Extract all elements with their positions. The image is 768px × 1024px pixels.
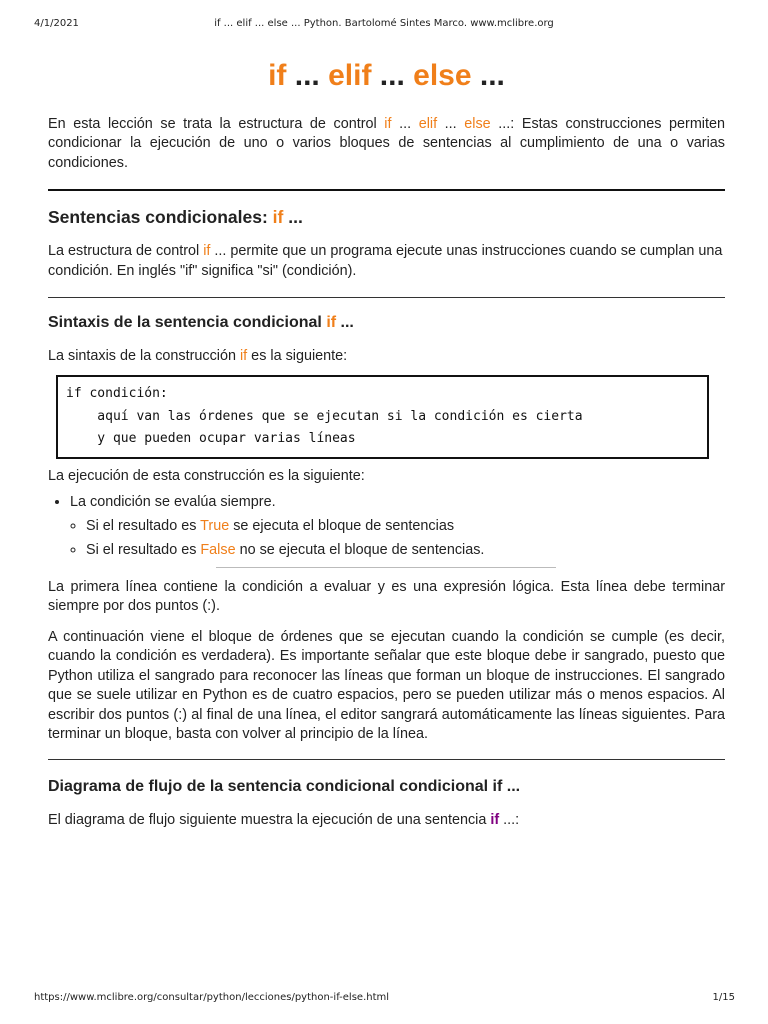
section-divider xyxy=(48,189,725,191)
section1-paragraph: La estructura de control if ... permite que un programa ejecute unas instrucciones cuando se cumplan una condición. En inglés "if" significa "si" (condición). xyxy=(48,243,723,279)
code-block: if condición: aquí van las órdenes que se ejecutan si la condición es cierta y que pueden ocupar varias líneas xyxy=(56,375,709,458)
title-separator: ... xyxy=(371,59,414,92)
print-url: https://www.mclibre.org/consultar/python/lecciones/python-if-else.html xyxy=(34,992,390,1003)
intro-keyword-elif: elif xyxy=(418,116,438,132)
title-ellipsis: ... xyxy=(471,59,505,92)
keyword-false: False xyxy=(200,542,236,559)
sub-list xyxy=(70,514,725,562)
print-date: 4/1/2021 xyxy=(34,18,79,29)
execution-list xyxy=(48,490,725,562)
title-keyword-if: if xyxy=(268,59,287,92)
intro-keyword-if: if xyxy=(384,116,392,132)
intro-paragraph: En esta lección se trata la estructura de control if ... elif ... else ...: Estas construcciones permiten condicionar la ejecución de uno o varios bloques de sentencias al cumplimiento de una o varias condiciones. xyxy=(48,116,726,171)
page-number: 1/15 xyxy=(712,992,735,1003)
syntax-intro-paragraph: La sintaxis de la construcción if es la siguiente: xyxy=(48,348,348,365)
title-keyword-elif: elif xyxy=(328,59,372,92)
section-divider xyxy=(48,297,725,298)
section-heading-conditional: Sentencias condicionales: if ... xyxy=(48,207,303,228)
list-item: • La condición se evalúa siempre. ◦ Si el resultado es True se ejecuta el bloque de sentencias ◦ Si el resultado es False no se ejecuta el bloque de sentencias. xyxy=(70,490,725,562)
title-keyword-else: else xyxy=(413,59,472,92)
keyword-if: if xyxy=(203,243,211,260)
list-item: ◦ Si el resultado es False no se ejecuta el bloque de sentencias. xyxy=(86,538,725,562)
keyword-true: True xyxy=(200,518,230,535)
flowchart-intro-paragraph: El diagrama de flujo siguiente muestra la ejecución de una sentencia if ...: xyxy=(48,812,520,829)
page-title xyxy=(48,54,725,98)
execution-intro-paragraph: La ejecución de esta construcción es la siguiente: xyxy=(48,467,365,484)
list-item: ◦ Si el resultado es True se ejecuta el bloque de sentencias xyxy=(86,514,725,538)
section-divider xyxy=(48,759,725,760)
short-divider xyxy=(216,567,556,568)
page-content xyxy=(48,54,725,831)
section-heading-syntax: Sintaxis de la sentencia condicional if ... xyxy=(48,314,354,332)
section-heading-flowchart: Diagrama de flujo de la sentencia condicional condicional if ... xyxy=(48,778,521,796)
first-line-paragraph: La primera línea contiene la condición a evaluar y es una expresión lógica. Esta línea debe terminar siempre por dos puntos (:). xyxy=(48,579,725,615)
keyword-if: if xyxy=(239,348,248,365)
title-separator: ... xyxy=(286,59,329,92)
keyword-if-link[interactable]: if xyxy=(490,812,500,829)
print-document-title: if ... elif ... else ... Python. Bartolomé Sintes Marco. www.mclibre.org xyxy=(214,18,554,29)
intro-keyword-else: else xyxy=(464,116,491,132)
block-explanation-paragraph: A continuación viene el bloque de órdenes que se ejecutan cuando la condición se cumple (es decir, cuando la condición es verdadera). Es importante señalar que este bloque debe ir sangrado, puesto que Python utiliza el sangrado para reconocer las líneas que forman un bloque de instrucciones. El sangrado que se suele utilizar en Python es de cuatro espacios, pero se pueden utilizar más o menos espacios. Al escribir dos puntos (:) al final de una línea, el editor sangrará automáticamente las líneas siguientes. Para terminar un bloque, basta con volver al principio de la línea. xyxy=(48,628,725,742)
